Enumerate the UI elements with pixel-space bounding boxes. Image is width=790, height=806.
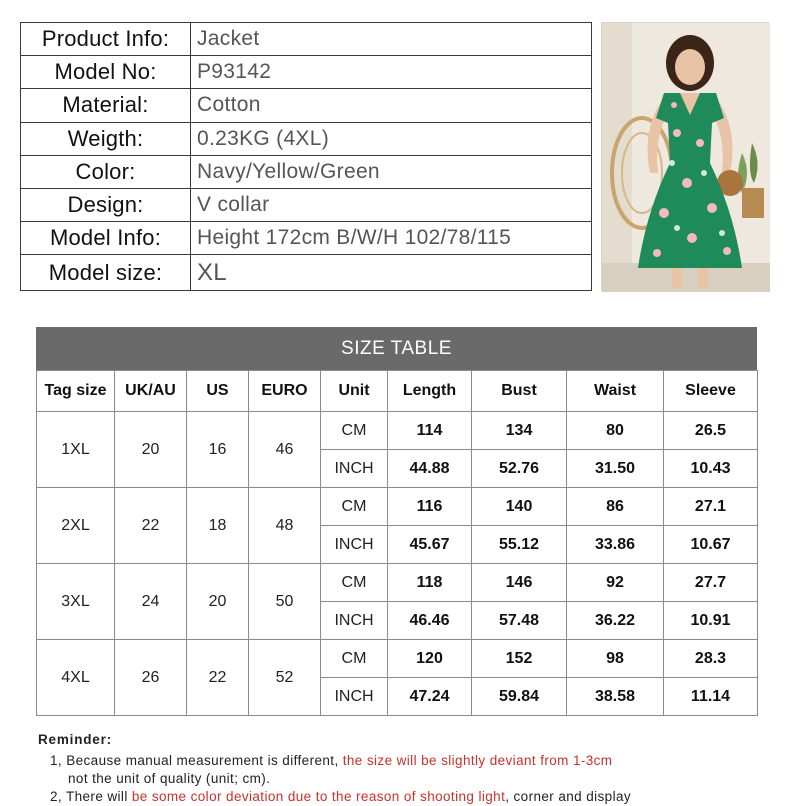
cell-bust: 146 <box>472 564 567 602</box>
cell-euro: 50 <box>249 564 321 640</box>
reminder-title: Reminder: <box>38 732 112 747</box>
cell-unit: CM <box>321 488 388 526</box>
reminder-line-1 <box>38 752 778 770</box>
info-row-model-size <box>21 255 592 291</box>
cell-unit: INCH <box>321 678 388 716</box>
size-table-header-row <box>37 371 758 412</box>
size-table-section <box>36 327 757 716</box>
cell-unit: CM <box>321 564 388 602</box>
reminder-highlight: the size will be slightly deviant from 1-3cm <box>342 753 613 768</box>
cell-euro: 46 <box>249 412 321 488</box>
size-table <box>36 370 758 716</box>
size-row-cm <box>37 640 758 678</box>
info-row-model-info <box>21 222 592 255</box>
size-table-title: SIZE TABLE <box>36 327 757 370</box>
cell-bust: 134 <box>472 412 567 450</box>
cell-sleeve: 26.5 <box>664 412 758 450</box>
cell-bust: 57.48 <box>472 602 567 640</box>
info-value: Jacket <box>191 23 592 56</box>
header-waist: Waist <box>567 371 664 412</box>
cell-bust: 52.76 <box>472 450 567 488</box>
header-unit: Unit <box>321 371 388 412</box>
cell-euro: 52 <box>249 640 321 716</box>
product-info-table <box>20 22 592 291</box>
cell-tag-size: 4XL <box>37 640 115 716</box>
info-row-product <box>21 23 592 56</box>
info-label: Product Info: <box>21 23 191 56</box>
cell-waist: 36.22 <box>567 602 664 640</box>
cell-length: 45.67 <box>388 526 472 564</box>
cell-waist: 31.50 <box>567 450 664 488</box>
model-illustration <box>602 23 770 292</box>
header-us: US <box>187 371 249 412</box>
info-row-model-no <box>21 56 592 89</box>
reminder-text: 2, There will <box>50 789 132 804</box>
cell-uk-au: 26 <box>115 640 187 716</box>
header-uk-au: UK/AU <box>115 371 187 412</box>
cell-unit: INCH <box>321 602 388 640</box>
cell-us: 16 <box>187 412 249 488</box>
reminder-text: , corner and display <box>505 789 632 804</box>
cell-sleeve: 10.91 <box>664 602 758 640</box>
cell-length: 44.88 <box>388 450 472 488</box>
cell-bust: 59.84 <box>472 678 567 716</box>
cell-us: 18 <box>187 488 249 564</box>
cell-waist: 80 <box>567 412 664 450</box>
cell-unit: CM <box>321 412 388 450</box>
info-row-color <box>21 155 592 188</box>
size-row-cm <box>37 412 758 450</box>
cell-waist: 33.86 <box>567 526 664 564</box>
header-tag-size: Tag size <box>37 371 115 412</box>
cell-bust: 152 <box>472 640 567 678</box>
header-bust: Bust <box>472 371 567 412</box>
info-value: 0.23KG (4XL) <box>191 122 592 155</box>
cell-length: 47.24 <box>388 678 472 716</box>
info-label: Model Info: <box>21 222 191 255</box>
cell-length: 114 <box>388 412 472 450</box>
cell-unit: CM <box>321 640 388 678</box>
info-value: P93142 <box>191 56 592 89</box>
info-label: Design: <box>21 188 191 221</box>
info-row-design <box>21 188 592 221</box>
info-label: Model No: <box>21 56 191 89</box>
cell-tag-size: 2XL <box>37 488 115 564</box>
cell-uk-au: 20 <box>115 412 187 488</box>
cell-length: 116 <box>388 488 472 526</box>
info-value: Cotton <box>191 89 592 122</box>
cell-length: 118 <box>388 564 472 602</box>
info-label: Weigth: <box>21 122 191 155</box>
info-label: Color: <box>21 155 191 188</box>
cell-us: 22 <box>187 640 249 716</box>
cell-sleeve: 27.7 <box>664 564 758 602</box>
model-photo <box>601 22 769 291</box>
info-value: Height 172cm B/W/H 102/78/115 <box>191 222 592 255</box>
size-row-cm <box>37 564 758 602</box>
reminder-text: 1, Because manual measurement is different, <box>50 753 343 768</box>
header-length: Length <box>388 371 472 412</box>
cell-waist: 92 <box>567 564 664 602</box>
reminder-line-1-cont: not the unit of quality (unit; cm). <box>68 771 271 786</box>
cell-sleeve: 28.3 <box>664 640 758 678</box>
cell-sleeve: 10.67 <box>664 526 758 564</box>
cell-unit: INCH <box>321 526 388 564</box>
cell-tag-size: 3XL <box>37 564 115 640</box>
size-row-cm <box>37 488 758 526</box>
cell-length: 120 <box>388 640 472 678</box>
cell-uk-au: 24 <box>115 564 187 640</box>
reminder-section <box>38 731 778 806</box>
info-row-weight <box>21 122 592 155</box>
cell-sleeve: 10.43 <box>664 450 758 488</box>
info-row-material <box>21 89 592 122</box>
cell-uk-au: 22 <box>115 488 187 564</box>
reminder-highlight: be some color deviation due to the reason of shooting light <box>131 789 506 804</box>
cell-length: 46.46 <box>388 602 472 640</box>
reminder-line-2 <box>38 788 778 806</box>
cell-bust: 55.12 <box>472 526 567 564</box>
cell-us: 20 <box>187 564 249 640</box>
cell-unit: INCH <box>321 450 388 488</box>
cell-bust: 140 <box>472 488 567 526</box>
info-value: XL <box>191 255 592 291</box>
cell-waist: 86 <box>567 488 664 526</box>
cell-sleeve: 11.14 <box>664 678 758 716</box>
info-value: V collar <box>191 188 592 221</box>
header-sleeve: Sleeve <box>664 371 758 412</box>
cell-sleeve: 27.1 <box>664 488 758 526</box>
info-label: Model size: <box>21 255 191 291</box>
cell-euro: 48 <box>249 488 321 564</box>
info-label: Material: <box>21 89 191 122</box>
cell-waist: 38.58 <box>567 678 664 716</box>
cell-waist: 98 <box>567 640 664 678</box>
cell-tag-size: 1XL <box>37 412 115 488</box>
info-value: Navy/Yellow/Green <box>191 155 592 188</box>
header-euro: EURO <box>249 371 321 412</box>
